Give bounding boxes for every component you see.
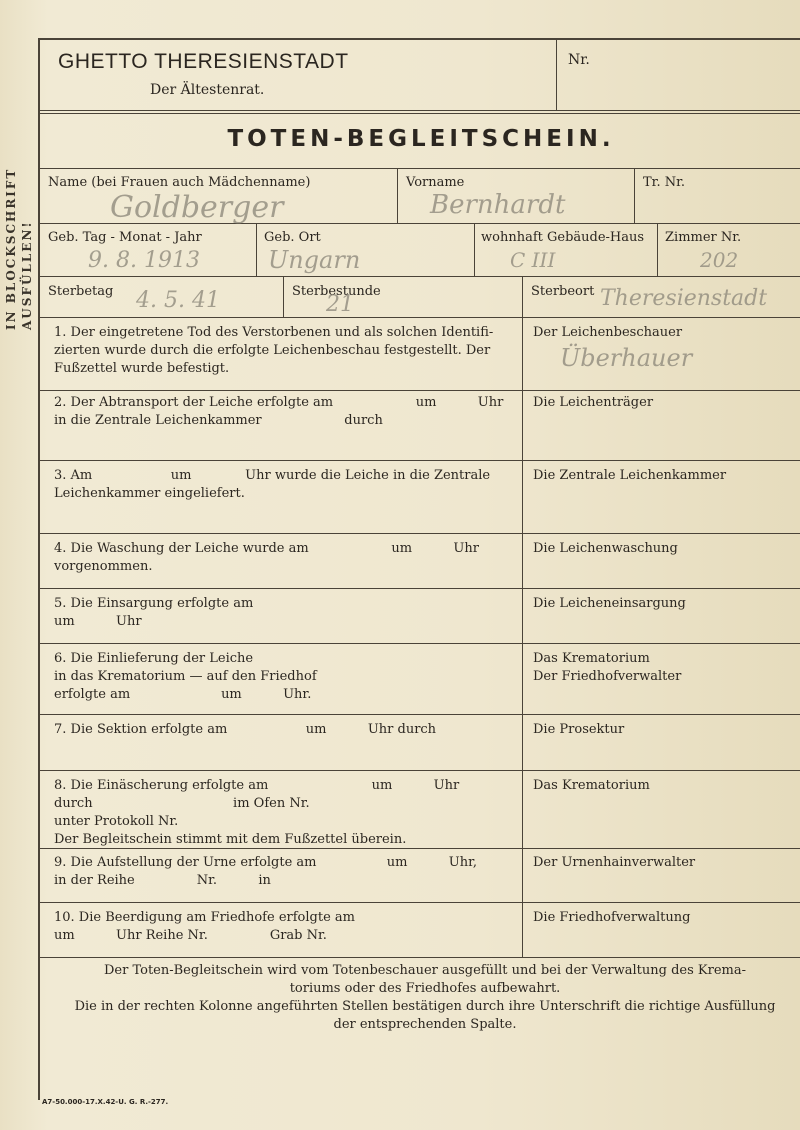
sterbestunde-value: 21: [326, 292, 354, 317]
row-line: 8. Die Einäscherung erfolgte am um Uhr: [54, 778, 460, 793]
row-line: 4. Die Waschung der Leiche wurde am um Uhr: [54, 541, 479, 556]
row-line: Der Begleitschein stimmt mit dem Fußzettel überein.: [54, 832, 407, 847]
row-3-text: [54, 467, 514, 503]
row-line: in die Zentrale Leichenkammer durch: [54, 413, 383, 428]
side-instruction: [2, 150, 36, 330]
row-1-signature: Überhauer: [560, 344, 693, 372]
zimmer-label: Zimmer Nr.: [665, 230, 742, 245]
row-line: 5. Die Einsargung erfolgte am: [54, 596, 254, 611]
rule: [634, 168, 635, 223]
rule: [40, 714, 800, 715]
row-2-text: [54, 394, 514, 430]
zimmer-value: 202: [700, 248, 739, 272]
row-4-signatory: Die Leichenwaschung: [533, 541, 678, 556]
rule: [40, 902, 800, 903]
rule: [657, 223, 658, 276]
row-line: 2. Der Abtransport der Leiche erfolgte am um Uhr: [54, 395, 504, 410]
rule: [522, 276, 523, 957]
row-7-signatory: Die Prosektur: [533, 722, 625, 737]
row-7-text: [54, 721, 514, 739]
row-9-signatory: Der Urnenhainverwalter: [533, 855, 696, 870]
footer-line: der entsprechenden Spalte.: [333, 1017, 517, 1032]
row-3-signatory: Die Zentrale Leichenkammer: [533, 468, 727, 483]
rule: [40, 390, 800, 391]
rule: [256, 223, 257, 276]
name-value: Goldberger: [110, 190, 284, 225]
row-line: in das Krematorium — auf den Friedhof: [54, 669, 317, 684]
row-10-text: [54, 909, 514, 945]
row-5-signatory: Die Leicheneinsargung: [533, 596, 686, 611]
rule: [40, 460, 800, 461]
row-line: 7. Die Sektion erfolgte am um Uhr durch: [54, 722, 437, 737]
gebtag-label: Geb. Tag - Monat - Jahr: [48, 230, 202, 245]
form-frame: [38, 38, 800, 1106]
row-5-text: [54, 595, 514, 631]
row-line: durch im Ofen Nr.: [54, 796, 310, 811]
gebort-label: Geb. Ort: [264, 230, 321, 245]
row-line: Leichenkammer eingeliefert.: [54, 486, 245, 501]
header-double-rule: [40, 113, 800, 117]
row-8-signatory: Das Krematorium: [533, 778, 650, 793]
row-9-text: [54, 854, 514, 890]
side-text-2: AUSFÜLLEN!: [20, 220, 34, 330]
side-text-1: IN BLOCKSCHRIFT: [4, 167, 18, 330]
name-label: Name (bei Frauen auch Mädchenname): [48, 175, 311, 190]
rule: [474, 223, 475, 276]
row-line: 1. Der eingetretene Tod des Verstorbenen und als solchen Identifi-: [54, 325, 494, 340]
row-line: vorgenommen.: [54, 559, 153, 574]
row-6-text: [54, 650, 514, 704]
rule: [397, 168, 398, 223]
print-code: A7-50.000-17.X.42-U. G. R.-277.: [42, 1098, 169, 1106]
row-10-signatory: Die Friedhofverwaltung: [533, 910, 691, 925]
row-line: unter Protokoll Nr.: [54, 814, 179, 829]
sterbeort-value: Theresienstadt: [600, 286, 768, 311]
sterbeort-label: Sterbeort: [531, 284, 595, 299]
row-line: um Uhr Reihe Nr. Grab Nr.: [54, 928, 327, 943]
row-1-text: [54, 324, 514, 378]
row-line: 10. Die Beerdigung am Friedhofe erfolgte am: [54, 910, 355, 925]
sterbetag-label: Sterbetag: [48, 284, 114, 299]
row-2-signatory: Die Leichenträger: [533, 395, 654, 410]
footer-line: Die in der rechten Kolonne angeführten Stellen bestätigen durch ihre Unterschrift die richtige Ausfüllung: [74, 999, 776, 1014]
form-title: TOTEN-BEGLEITSCHEIN.: [227, 126, 615, 152]
sterbetag-value: 4. 5. 41: [136, 288, 220, 313]
rule: [40, 276, 800, 277]
footer-note: [70, 962, 780, 1034]
rule: [283, 276, 284, 317]
row-4-text: [54, 540, 514, 576]
row-line: in der Reihe Nr. in: [54, 873, 271, 888]
header-left: [40, 40, 557, 110]
vorname-label: Vorname: [406, 175, 465, 190]
gebtag-value: 9. 8. 1913: [88, 248, 200, 273]
footer-line: Der Toten-Begleitschein wird vom Totenbeschauer ausgefüllt und bei der Verwaltung des Krema-: [104, 963, 746, 978]
council-subtitle: Der Ältestenrat.: [150, 82, 265, 98]
row-line: 6. Die Einlieferung der Leiche: [54, 651, 254, 666]
gebort-value: Ungarn: [268, 246, 361, 274]
rule: [40, 533, 800, 534]
rule: [40, 168, 800, 169]
row-line: zierten wurde durch die erfolgte Leichenbeschau festgestellt. Der: [54, 343, 491, 358]
footer-line: toriums oder des Friedhofes aufbewahrt.: [289, 981, 561, 996]
row-1-signatory: Der Leichenbeschauer: [533, 325, 683, 340]
row-line: erfolgte am um Uhr.: [54, 687, 312, 702]
row-line: 9. Die Aufstellung der Urne erfolgte am um Uhr,: [54, 855, 478, 870]
wohnhaft-value: C III: [510, 248, 556, 272]
row-line: Fußzettel wurde befestigt.: [54, 361, 230, 376]
rule: [40, 957, 800, 958]
row-line: um Uhr: [54, 614, 142, 629]
rule: [40, 317, 800, 318]
vorname-value: Bernhardt: [430, 190, 566, 220]
trnr-label: Tr. Nr.: [643, 175, 686, 190]
rule: [40, 770, 800, 771]
sterbestunde-label: Sterbestunde: [292, 284, 381, 299]
rule: [40, 588, 800, 589]
row-line: 3. Am um Uhr wurde die Leiche in die Zentrale: [54, 468, 491, 483]
form-header: [40, 40, 800, 111]
row-6-signatory: Das Krematorium Der Friedhofverwalter: [533, 651, 682, 684]
wohnhaft-label: wohnhaft Gebäude-Haus: [481, 230, 645, 245]
row-8-text: [54, 777, 514, 849]
rule: [40, 643, 800, 644]
ghetto-title: GHETTO THERESIENSTADT: [58, 50, 349, 73]
nr-label: Nr.: [568, 52, 590, 68]
